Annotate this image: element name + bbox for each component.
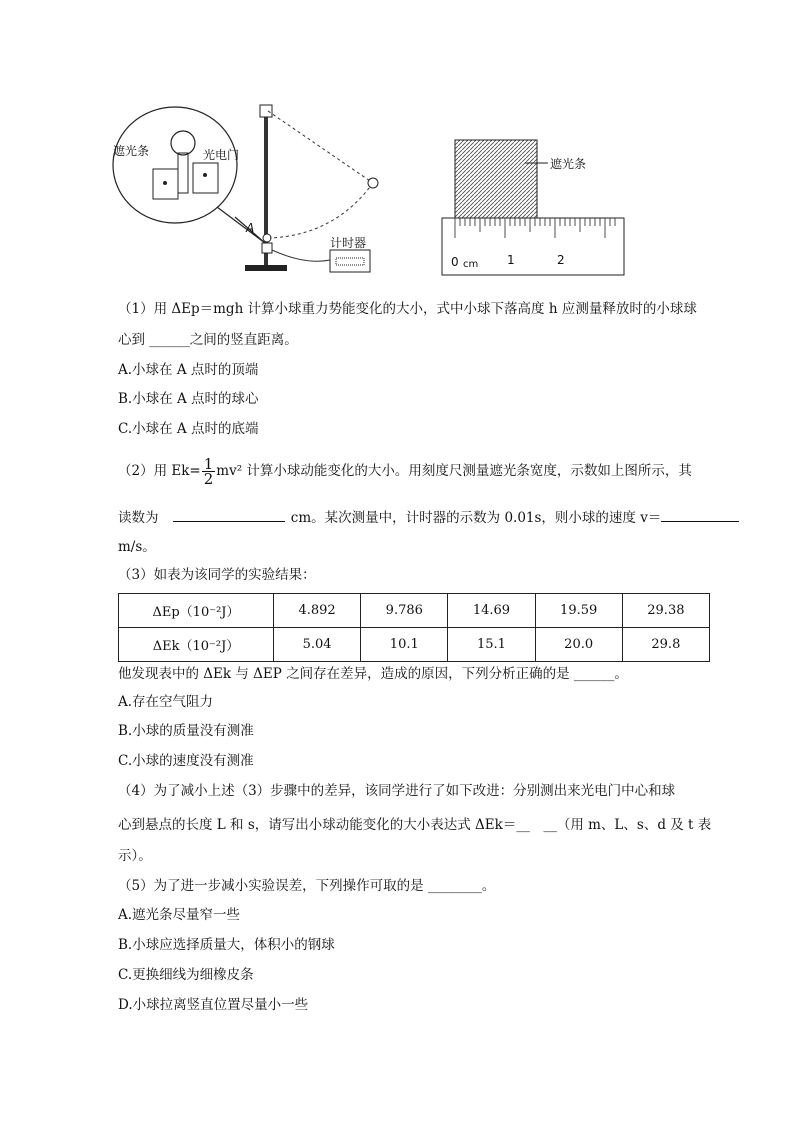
row-label-ep: ΔEp（10⁻²J）	[119, 594, 274, 628]
q2-pre: （2）用 Ek=	[118, 463, 201, 479]
q2-width-blank[interactable]	[173, 507, 285, 522]
ruler-label-2: 2	[557, 253, 565, 267]
table-cell: 29.8	[622, 628, 709, 662]
q2-line2	[118, 507, 739, 528]
q1-option-b: B.小球在 A 点时的球心	[118, 391, 259, 407]
q2-frac-den: 2	[203, 470, 214, 488]
table-cell: 9.786	[361, 594, 448, 628]
label-gate: 光电门	[203, 148, 240, 162]
gate-dot-left	[163, 181, 167, 185]
apparatus-figure	[105, 95, 395, 280]
q5-option-d: D.小球拉离竖直位置尽量小一些	[118, 997, 309, 1013]
ball-released	[368, 178, 378, 188]
gate-dot-right	[203, 173, 207, 177]
label-zhe-right: 遮光条	[550, 157, 587, 171]
stand-top-clamp	[260, 105, 272, 117]
q2-post: mv² 计算小球动能变化的大小。用刻度尺测量遮光条宽度，示数如上图所示，其	[216, 463, 692, 479]
timer-display	[336, 258, 364, 265]
q2-speed-blank[interactable]	[661, 507, 739, 522]
label-timer: 计时器	[330, 236, 367, 250]
q3-option-c: C.小球的速度没有测准	[118, 753, 254, 769]
q4-line1: （4）为了减小上述（3）步骤中的差异，该同学进行了如下改进：分别测出来光电门中心和球	[118, 783, 676, 799]
q2-frac-num: 1	[203, 455, 214, 473]
ruler-label-1: 1	[507, 253, 515, 267]
timer-wire	[272, 250, 330, 261]
q5-line1: （5）为了进一步减小实验误差，下列操作可取的是 ________。	[118, 878, 496, 894]
table-row	[119, 594, 710, 628]
q5-option-a: A.遮光条尽量窄一些	[118, 907, 241, 923]
ruler-figure	[430, 130, 630, 280]
q2-line3: m/s。	[118, 539, 156, 555]
q3-after: 他发现表中的 ΔEk 与 ΔEP 之间存在差异，造成的原因，下列分析正确的是 ______。	[118, 666, 628, 682]
ruler-label-0: 0	[451, 255, 459, 269]
results-table	[118, 593, 710, 662]
q3-option-b: B.小球的质量没有测准	[118, 723, 254, 739]
q1-line1: （1）用 ΔEp＝mgh 计算小球重力势能变化的大小，式中小球下落高度 h 应测量释放时的小球球	[118, 301, 697, 317]
q3-option-a: A.存在空气阻力	[118, 694, 214, 710]
q1-line2: 心到 ______之间的竖直距离。	[118, 332, 298, 348]
q2-speed-text: cm。某次测量中，计时器的示数为 0.01s，则小球的速度 v＝	[290, 510, 662, 526]
ball-magnified	[171, 131, 195, 155]
table-cell: 14.69	[448, 594, 535, 628]
table-cell: 5.04	[274, 628, 361, 662]
gate-on-stand	[262, 243, 272, 253]
shade-strip-block	[455, 140, 537, 218]
table-cell: 4.892	[274, 594, 361, 628]
label-a: A	[246, 221, 255, 235]
table-cell: 19.59	[535, 594, 622, 628]
magnifier-pointer	[217, 207, 265, 243]
q4-line3: 示）。	[118, 848, 152, 864]
stand-base	[245, 265, 287, 271]
q4-line2: 心到悬点的长度 L 和 s，请写出小球动能变化的大小表达式 ΔEk＝__ __（用 m、L、s、d 及 t 表	[118, 817, 712, 833]
q2-read-label: 读数为	[118, 510, 159, 526]
ruler-label-unit: cm	[463, 259, 479, 270]
q1-option-c: C.小球在 A 点时的底端	[118, 421, 259, 437]
q1-option-a: A.小球在 A 点时的顶端	[118, 362, 259, 378]
q5-option-b: B.小球应选择质量大，体积小的钢球	[118, 937, 335, 953]
q5-option-c: C.更换细线为细橡皮条	[118, 967, 254, 983]
q3-intro: （3）如表为该同学的实验结果：	[118, 567, 316, 583]
table-cell: 15.1	[448, 628, 535, 662]
q2-line1	[118, 457, 692, 486]
table-cell: 29.38	[622, 594, 709, 628]
q2-fraction	[202, 457, 216, 486]
pendulum-string	[268, 111, 373, 183]
ball-at-a	[263, 234, 271, 242]
gate-right	[193, 163, 218, 193]
table-cell: 10.1	[361, 628, 448, 662]
table-row	[119, 628, 710, 662]
label-zhe-left: 遮光条	[113, 144, 150, 158]
table-cell: 20.0	[535, 628, 622, 662]
shade-strip	[178, 153, 188, 193]
pendulum-arc	[270, 183, 373, 238]
row-label-ek: ΔEk（10⁻²J）	[119, 628, 274, 662]
